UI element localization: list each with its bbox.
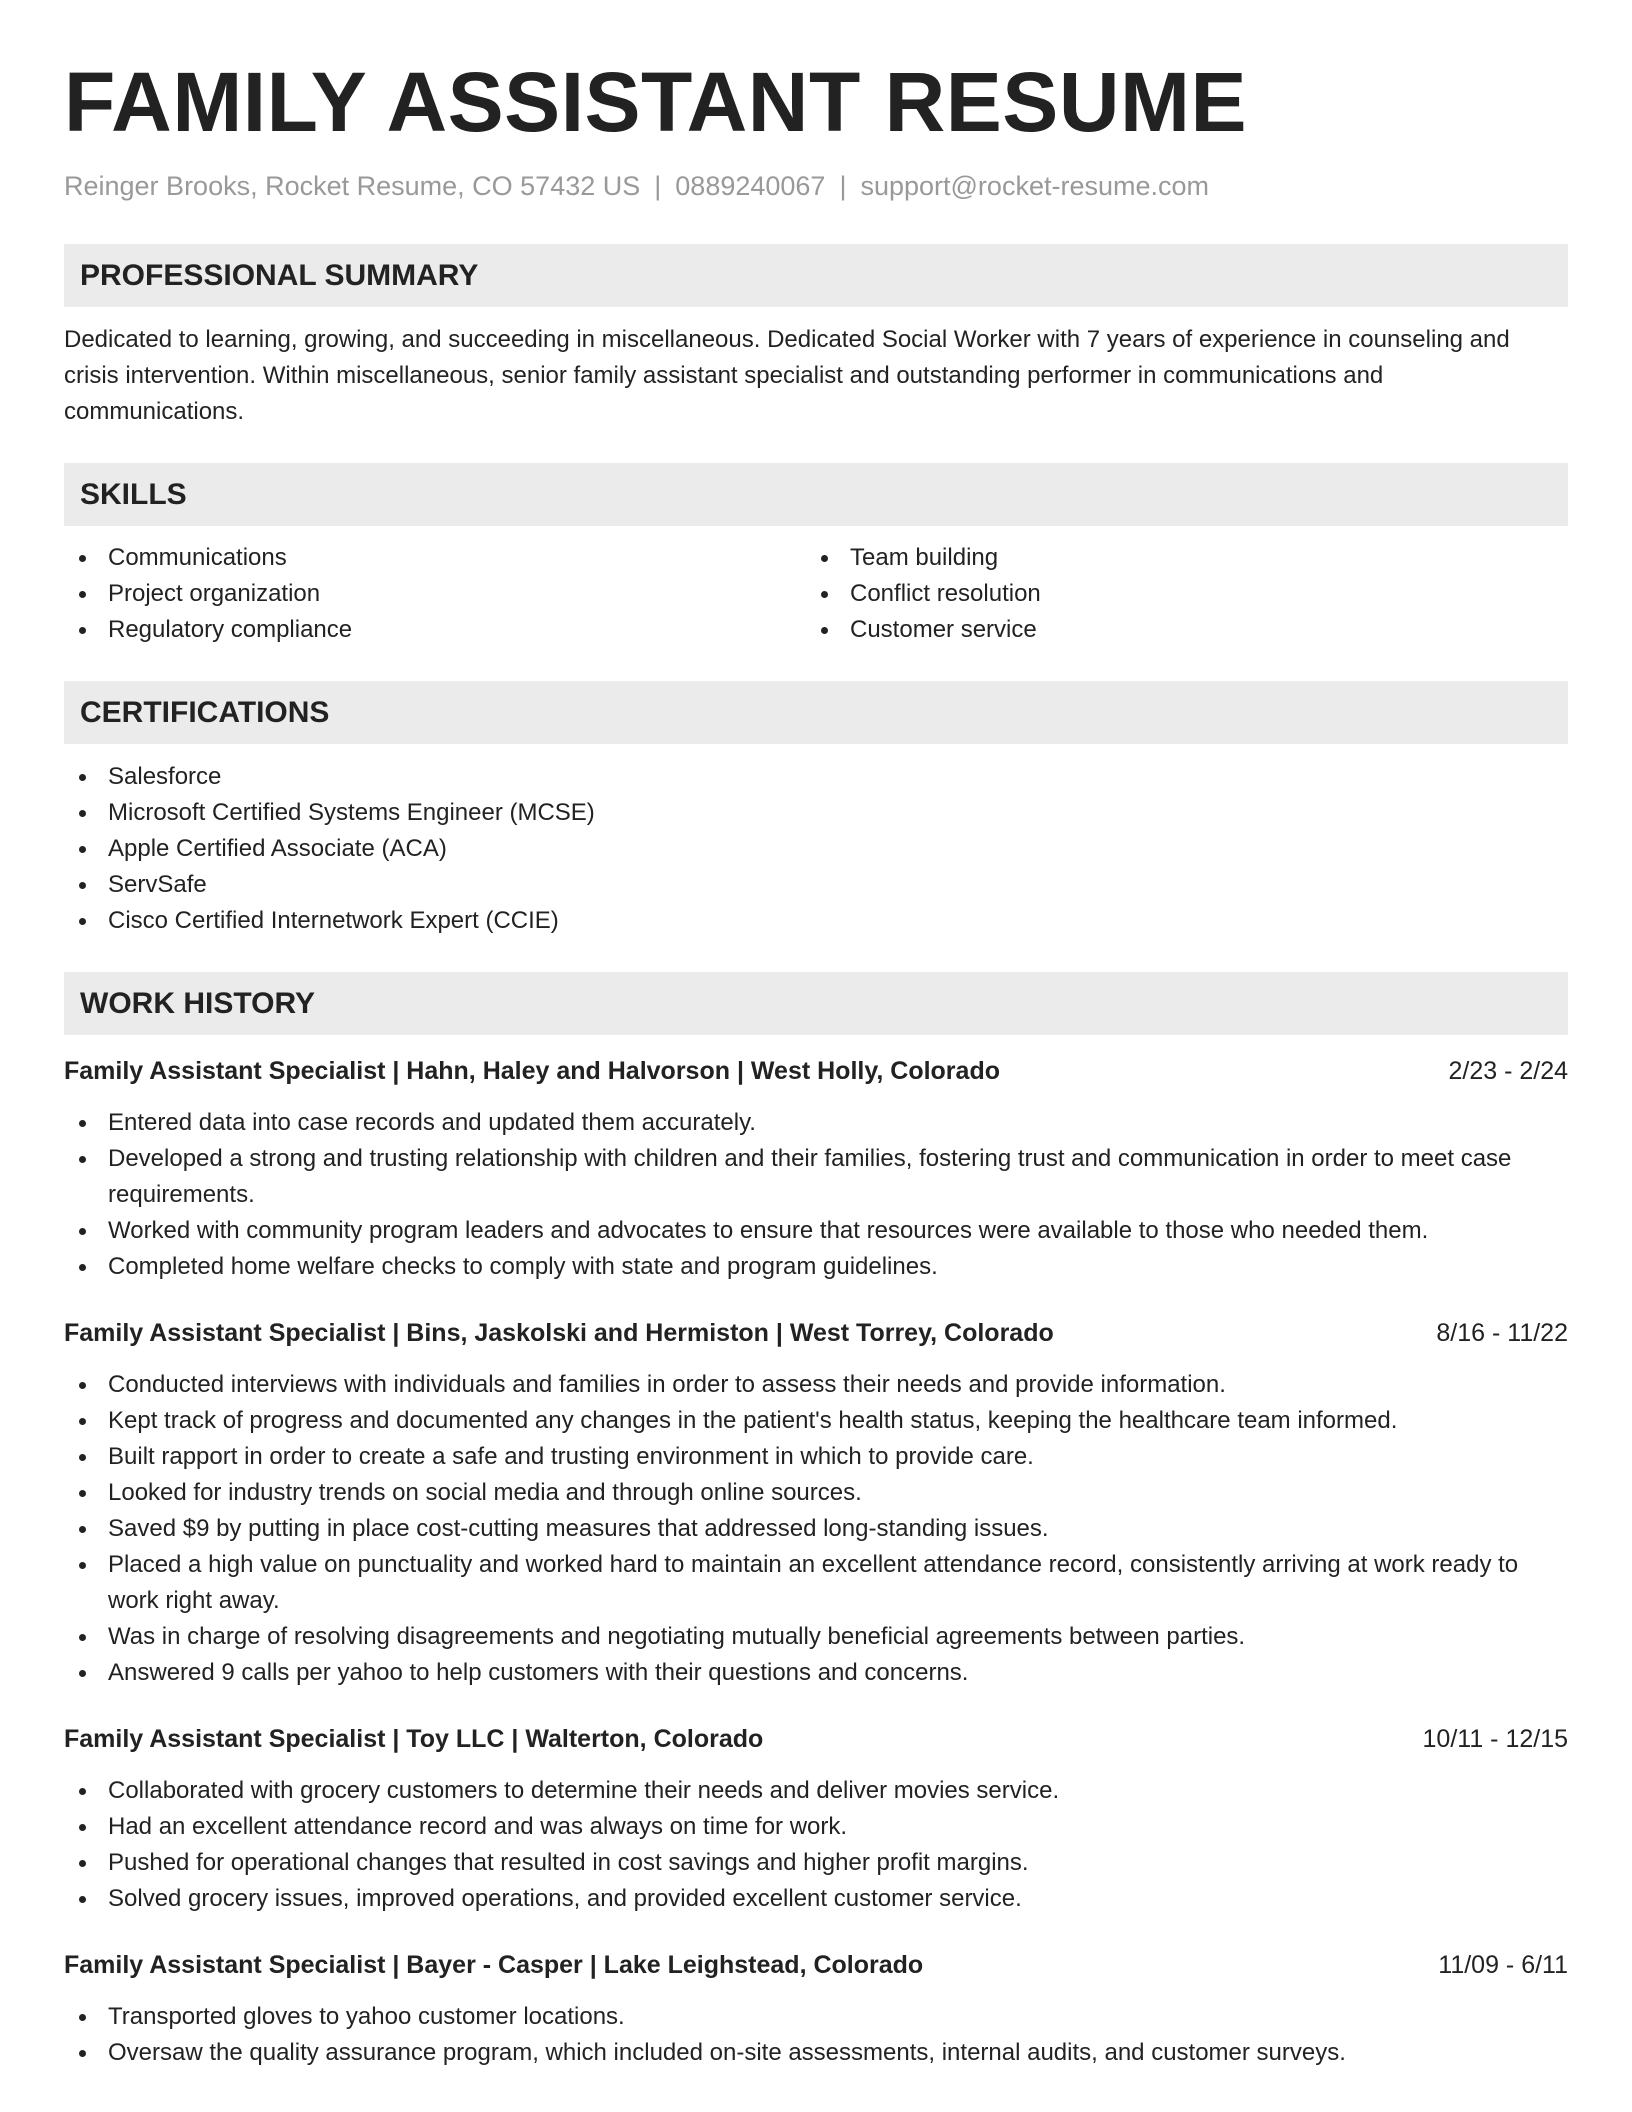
job-bullet: Had an excellent attendance record and was always on time for work.: [64, 1809, 1568, 1845]
job-title: Family Assistant Specialist | Bins, Jaskolski and Hermiston | West Torrey, Colorado: [64, 1319, 1054, 1347]
job-bullet: Developed a strong and trusting relationship with children and their families, fostering trust and communication in order to meet case requirements.: [64, 1141, 1568, 1213]
job-bullet: Entered data into case records and updated them accurately.: [64, 1105, 1568, 1141]
certification-item: Apple Certified Associate (ACA): [64, 831, 1568, 867]
job-bullet: Pushed for operational changes that resulted in cost savings and higher profit margins.: [64, 1845, 1568, 1881]
job-title: Family Assistant Specialist | Toy LLC | Walterton, Colorado: [64, 1725, 764, 1753]
job-bullet: Placed a high value on punctuality and worked hard to maintain an excellent attendance record, consistently arriving at work ready to work right away.: [64, 1547, 1568, 1619]
certification-item: Salesforce: [64, 759, 1568, 795]
job-bullet: Answered 9 calls per yahoo to help customers with their questions and concerns.: [64, 1655, 1568, 1691]
skill-item: Customer service: [806, 612, 1548, 648]
skill-item: Project organization: [64, 576, 806, 612]
contact-separator: |: [839, 171, 847, 201]
contact-phone: 0889240067: [675, 171, 826, 201]
job-entry: [64, 1947, 1568, 2071]
job-title: Family Assistant Specialist | Bayer - Casper | Lake Leighstead, Colorado: [64, 1951, 924, 1979]
job-bullet: Looked for industry trends on social media and through online sources.: [64, 1475, 1568, 1511]
skills-column-left: [64, 540, 806, 648]
job-header: [64, 1053, 1568, 1089]
section-header-skills: SKILLS: [64, 463, 1568, 526]
skills-list: [64, 540, 1568, 648]
job-header: [64, 1315, 1568, 1351]
job-bullet: Saved $9 by putting in place cost-cutting measures that addressed long-standing issues.: [64, 1511, 1568, 1547]
job-title: Family Assistant Specialist | Hahn, Haley and Halvorson | West Holly, Colorado: [64, 1057, 1000, 1085]
job-bullet: Collaborated with grocery customers to determine their needs and deliver movies service.: [64, 1773, 1568, 1809]
job-header: [64, 1721, 1568, 1757]
job-bullets: [64, 1999, 1568, 2071]
skill-item: Regulatory compliance: [64, 612, 806, 648]
contact-email: support@rocket-resume.com: [860, 171, 1209, 201]
job-dates: 8/16 - 11/22: [1436, 1319, 1568, 1347]
job-bullet: Transported gloves to yahoo customer locations.: [64, 1999, 1568, 2035]
job-bullets: [64, 1105, 1568, 1285]
certifications-list: [64, 759, 1568, 939]
section-header-certifications: CERTIFICATIONS: [64, 681, 1568, 744]
contact-line: [64, 168, 1568, 204]
job-bullets: [64, 1773, 1568, 1917]
section-header-work-history: WORK HISTORY: [64, 972, 1568, 1035]
job-dates: 2/23 - 2/24: [1448, 1057, 1568, 1085]
job-entry: [64, 1315, 1568, 1691]
summary-text: Dedicated to learning, growing, and succeeding in miscellaneous. Dedicated Social Worker with 7 years of experience in counseling and crisis intervention. Within miscellaneous, senior family assistant specialist and outstanding performer in communications and communications.: [64, 326, 1510, 425]
job-header: [64, 1947, 1568, 1983]
skill-item: Communications: [64, 540, 806, 576]
contact-separator: |: [654, 171, 662, 201]
job-bullet: Oversaw the quality assurance program, which included on-site assessments, internal audits, and customer surveys.: [64, 2035, 1568, 2071]
job-bullet: Completed home welfare checks to comply with state and program guidelines.: [64, 1249, 1568, 1285]
job-bullet: Worked with community program leaders and advocates to ensure that resources were available to those who needed them.: [64, 1213, 1568, 1249]
job-entry: [64, 1053, 1568, 1285]
job-bullet: Was in charge of resolving disagreements and negotiating mutually beneficial agreements between parties.: [64, 1619, 1568, 1655]
job-bullet: Kept track of progress and documented any changes in the patient's health status, keeping the healthcare team informed.: [64, 1403, 1568, 1439]
certification-item: ServSafe: [64, 867, 1568, 903]
section-header-summary: PROFESSIONAL SUMMARY: [64, 244, 1568, 307]
resume-page: [64, 52, 1568, 2071]
skills-column-right: [806, 540, 1548, 648]
resume-title: FAMILY ASSISTANT RESUME: [64, 55, 1247, 149]
certification-item: Microsoft Certified Systems Engineer (MCSE): [64, 795, 1568, 831]
skill-item: Team building: [806, 540, 1548, 576]
skill-item: Conflict resolution: [806, 576, 1548, 612]
job-bullet: Solved grocery issues, improved operations, and provided excellent customer service.: [64, 1881, 1568, 1917]
job-bullets: [64, 1367, 1568, 1691]
contact-address: Reinger Brooks, Rocket Resume, CO 57432 US: [64, 171, 641, 201]
job-dates: 11/09 - 6/11: [1438, 1951, 1568, 1979]
job-bullet: Conducted interviews with individuals and families in order to assess their needs and provide information.: [64, 1367, 1568, 1403]
job-entry: [64, 1721, 1568, 1917]
job-dates: 10/11 - 12/15: [1422, 1725, 1568, 1753]
job-bullet: Built rapport in order to create a safe and trusting environment in which to provide care.: [64, 1439, 1568, 1475]
certification-item: Cisco Certified Internetwork Expert (CCIE): [64, 903, 1568, 939]
